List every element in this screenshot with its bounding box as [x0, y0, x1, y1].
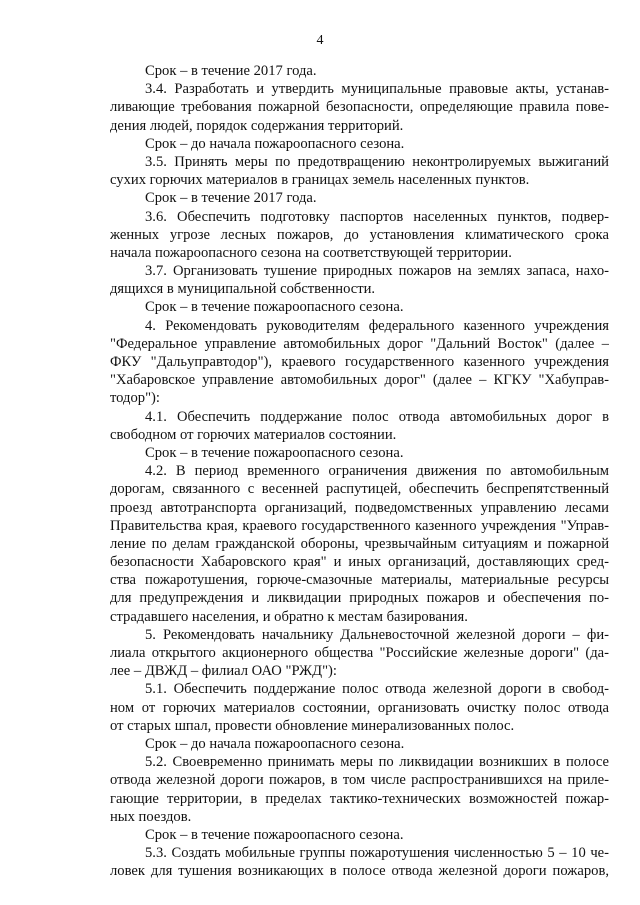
text-line: ства пожаротушения, горюче-смазочные материалы, материальные ресурсы	[110, 572, 609, 589]
text-line: свободном от горючих материалов состоянии.	[110, 426, 397, 443]
text-line: 5. Рекомендовать начальнику Дальневосточной железной дороги – фи-	[145, 626, 609, 643]
text-line: женных угрозе лесных пожаров, до установления климатического срока	[110, 226, 609, 243]
text-line: тодор"):	[110, 390, 160, 407]
text-line: 5.1. Обеспечить поддержание полос отвода железной дороги в свобод-	[145, 681, 609, 698]
text-line: от старых шпал, провести обновление минерализованных полос.	[110, 717, 515, 734]
text-line: лиала открытого акционерного общества "Российские железные дороги" (да-	[110, 645, 609, 661]
text-line: ФКУ "Дальуправтодор"), краевого государственного казенного учреждения	[110, 354, 609, 370]
text-line: отвода железной дороги пожаров, в том числе распространившихся на приле-	[110, 772, 609, 789]
page-number: 4	[316, 33, 324, 48]
text-line: 5.3. Создать мобильные группы пожаротушения численностью 5 – 10 че-	[145, 845, 609, 862]
text-line: гающие территории, в пределах тактико-технических возможностей пожар-	[110, 790, 609, 807]
text-line: "Федеральное управление автомобильных дорог "Дальний Восток" (далее –	[110, 335, 609, 352]
text-line: 3.6. Обеспечить подготовку паспортов населенных пунктов, подвер-	[145, 208, 609, 225]
text-line: Срок – в течение пожароопасного сезона.	[145, 826, 404, 843]
text-line: лее – ДВЖД – филиал ОАО "РЖД"):	[110, 663, 337, 680]
text-line: ных поездов.	[110, 808, 192, 825]
text-line: Срок – в течение 2017 года.	[145, 190, 317, 207]
text-line: Срок – до начала пожароопасного сезона.	[145, 735, 405, 752]
text-line: Срок – в течение 2017 года.	[145, 63, 317, 79]
text-line: дящихся в муниципальной собственности.	[110, 281, 376, 298]
text-line: для предупреждения и ликвидации природных пожаров и обеспечения по-	[110, 590, 609, 607]
text-line: ление по делам гражданской обороны, чрезвычайным ситуациям и пожарной	[110, 535, 609, 552]
text-line: "Хабаровское управление автомобильных дорог" (далее – КГКУ "Хабуправ-	[110, 372, 609, 389]
text-line: сухих горючих материалов в границах земель населенных пунктов.	[110, 172, 530, 189]
text-line: 4.2. В период временного ограничения движения по автомобильным	[145, 463, 609, 480]
text-line: начала пожароопасного сезона на соответствующей территории.	[110, 244, 512, 261]
text-line: 5.2. Своевременно принимать меры по ликвидации возникших в полосе	[145, 754, 609, 771]
text-line: ливающие требования пожарной безопасности, определяющие правила пове-	[110, 99, 609, 116]
text-line: страдавшего населения, и обратно к местам базирования.	[110, 608, 468, 625]
text-line: 4. Рекомендовать руководителям федерального казенного учреждения	[145, 317, 609, 334]
text-line: дорогам, связанного с весенней распутицей, обеспечить беспрепятственный	[110, 481, 609, 498]
text-line: 4.1. Обеспечить поддержание полос отвода автомобильных дорог в	[145, 408, 609, 425]
text-line: Срок – в течение пожароопасного сезона.	[145, 299, 404, 316]
text-line: дения людей, порядок содержания территорий.	[110, 117, 404, 134]
text-line: проезд автотранспорта организаций, подведомственных управлению лесами	[110, 499, 609, 516]
text-line: ловек для тушения возникающих в полосе отвода железной дороги пожаров,	[110, 863, 609, 880]
text-line: ном от горючих материалов состоянии, организовать очистку полос отвода	[110, 699, 609, 716]
text-line: безопасности Хабаровского края" и иных организаций, доставляющих сред-	[110, 554, 609, 571]
text-line: 3.7. Организовать тушение природных пожаров на землях запаса, нахо-	[145, 263, 609, 280]
text-line: 3.5. Принять меры по предотвращению неконтролируемых выжиганий	[145, 153, 609, 170]
text-line: 3.4. Разработать и утвердить муниципальные правовые акты, устанав-	[145, 81, 609, 98]
text-line: Правительства края, краевого государственного казенного учреждения "Управ-	[110, 517, 609, 534]
text-line: Срок – в течение пожароопасного сезона.	[145, 444, 404, 461]
document-body	[110, 62, 609, 880]
text-line: Срок – до начала пожароопасного сезона.	[145, 135, 405, 152]
